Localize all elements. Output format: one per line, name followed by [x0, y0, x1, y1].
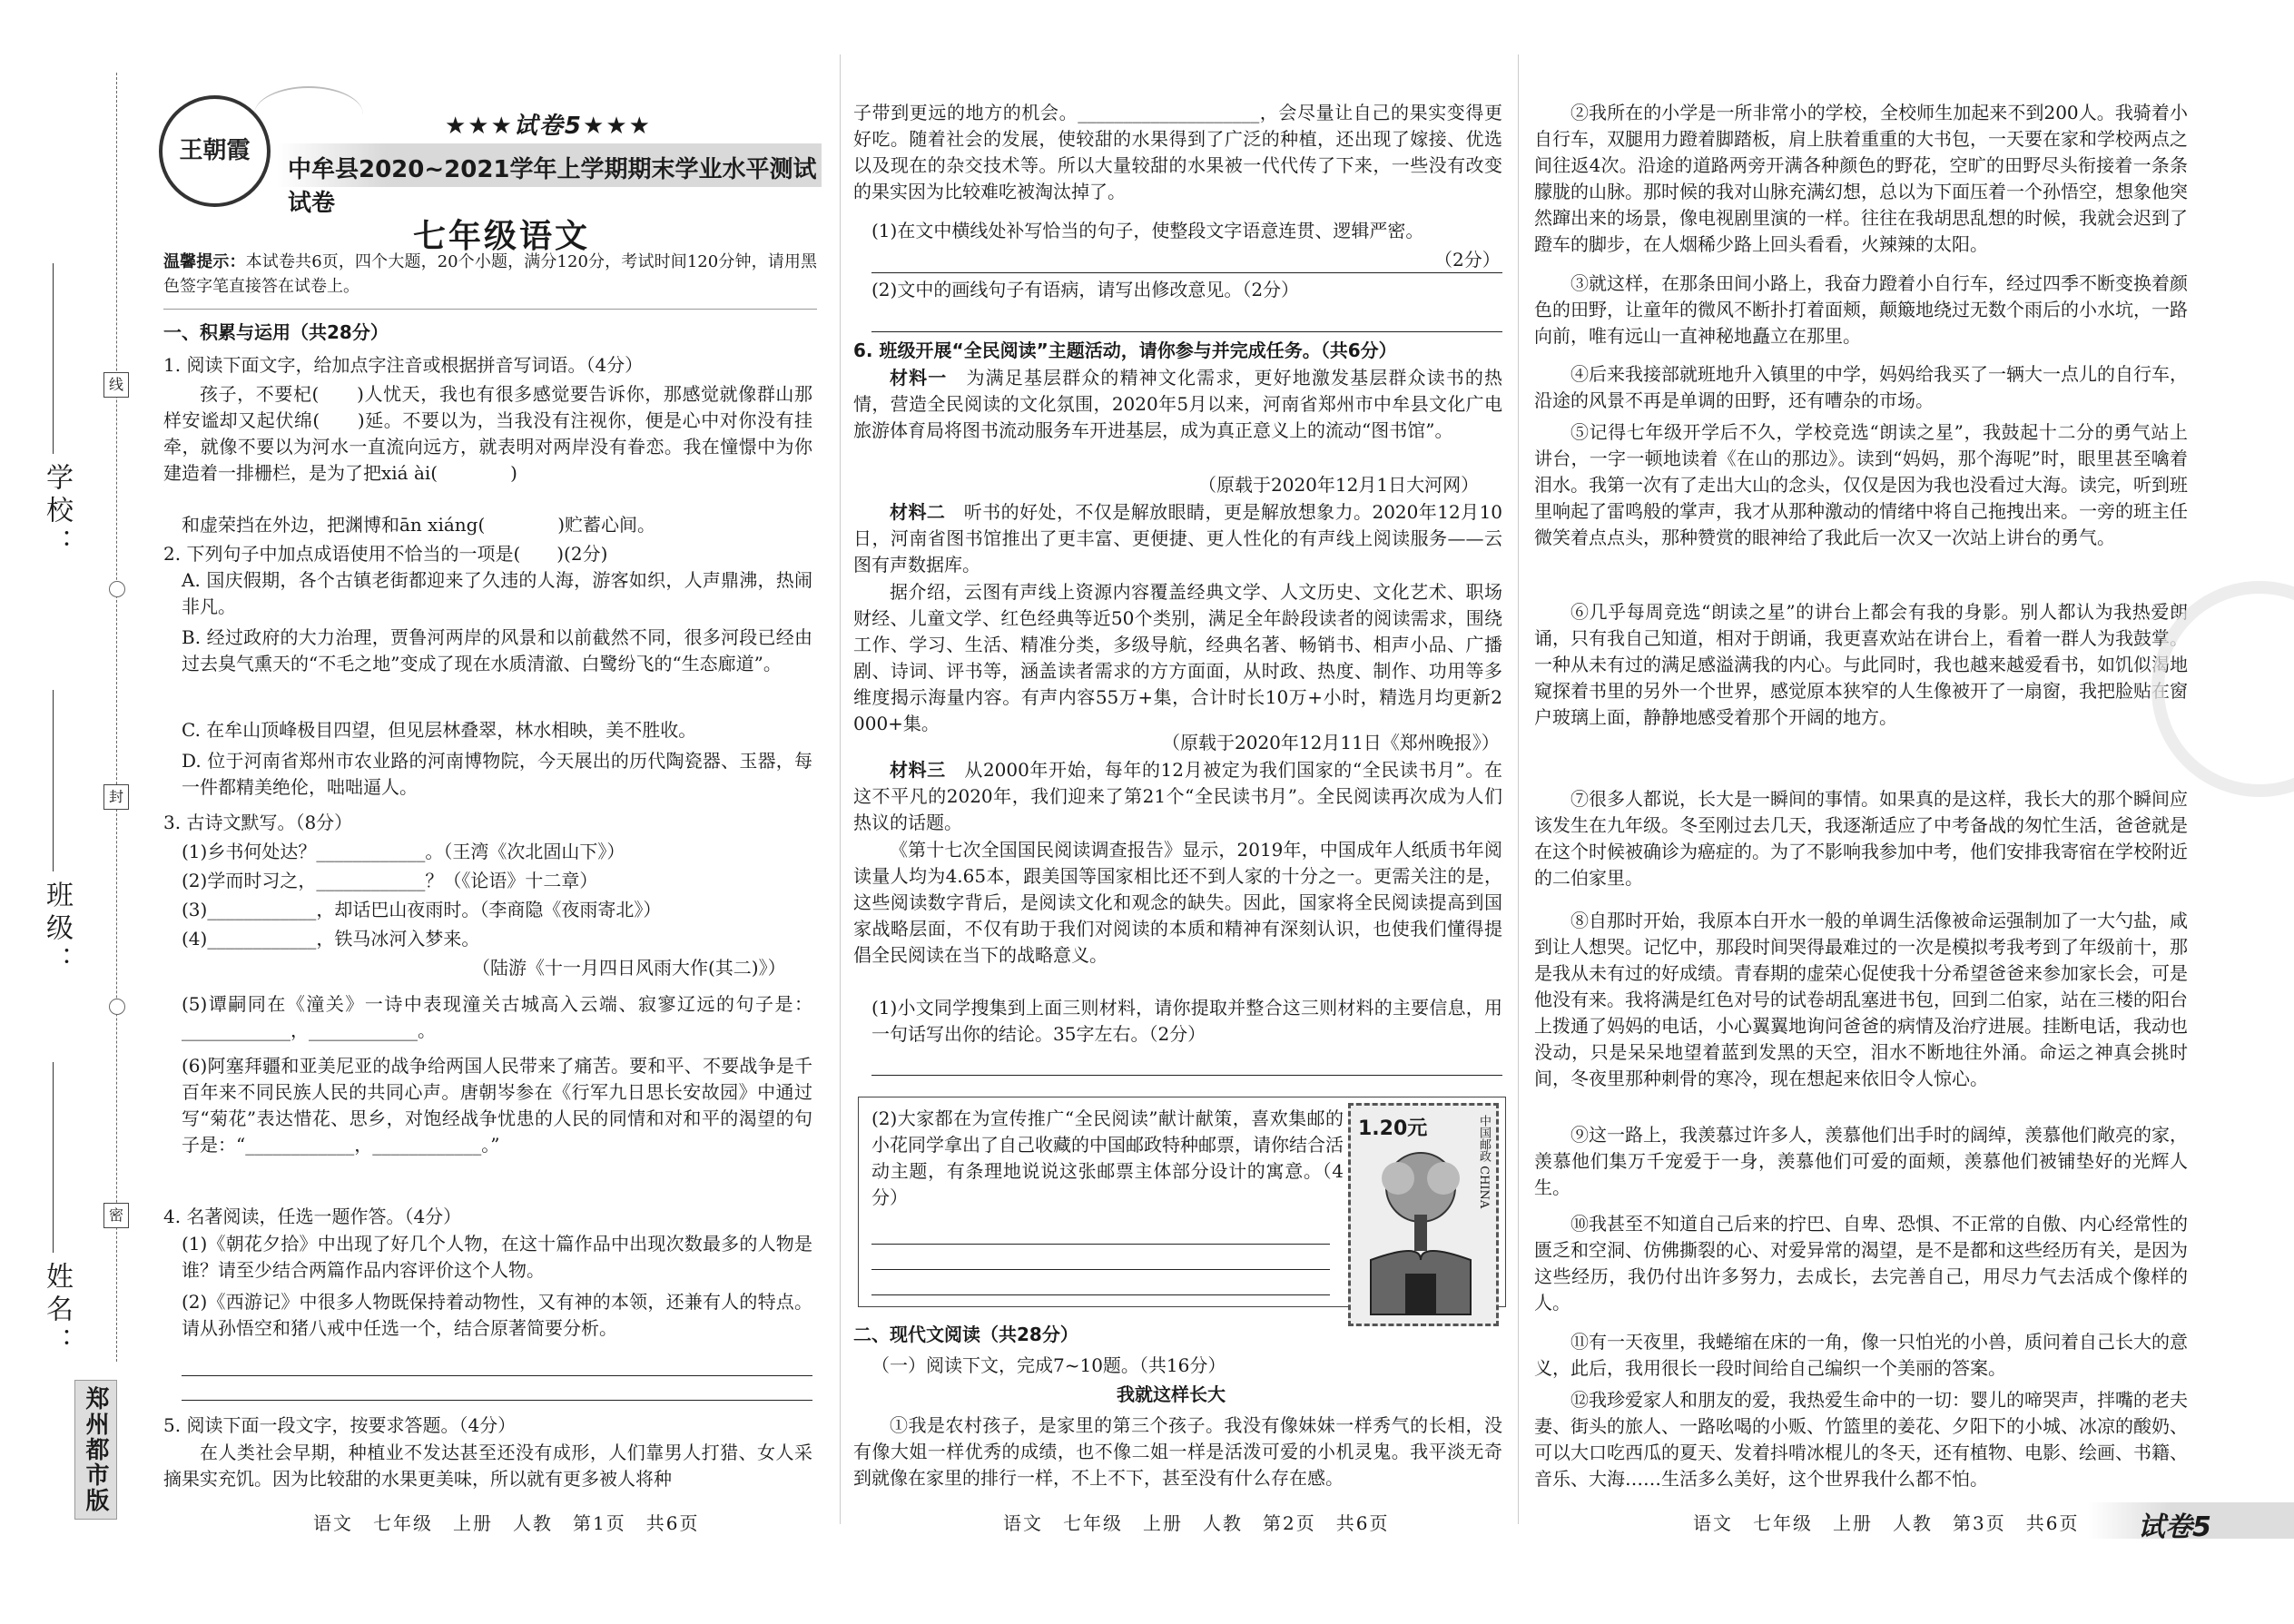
essay-para-2: ②我所在的小学是一所非常小的学校，全校师生加起来不到200人。我骑着小自行车，双腿用力蹬着脚踏板，肩上肤着重重的大书包，一天要在家和学校两点之间往返4次。沿途的道路两旁开满各种颜色的野花，空旷的田野尽头衔接着一条条朦胧的山脉。那时候的我对山脉充满幻想，总以为下面压着一个孙悟空，想象他突然蹿出来的场景，像电视剧里演的一样。往往在我胡思乱想的时候，我就会迟到了蹬车的脚步，在人烟稀少路上回头看看，火辣辣的太阳。: [1534, 102, 2188, 255]
q6-subq-1: (1)小文同学搜集到上面三则材料，请你提取并整合这三则材料的主要信息，用一句话写出你的结论。35字左右。（2分）: [871, 997, 1502, 1045]
brand-logo: 王朝霞: [159, 95, 271, 207]
q5-passage-cont: 子带到更远的地方的机会。____________________，会尽量让自己的果实变得更好吃。随着社会的发展，使较甜的水果得到了广泛的种植，还出现了嫁接、优选以及现在的杂交技术等。所以大量较甜的水果被一代代传了下来，一些没有改变的果实因为比较难吃被淘汰掉了。: [853, 102, 1502, 202]
q6-answer-line-3[interactable]: [871, 1269, 1330, 1270]
title-bar: [277, 143, 822, 217]
essay-para-8: ⑧自那时开始，我原本白开水一般的单调生活像被命运强制加了一大勺盐，咸到让人想哭。记忆中，那段时间哭得最难过的一次是模拟考我考到了年级前十，那是我从未有过的好成绩。青春期的虚荣心促使我十分希望爸爸来参加家长会，可是他没有来。我将满是红色对号的试卷胡乱塞进书包，回到二伯家，站在三楼的阳台上拨通了妈妈的电话，小心翼翼地询问爸爸的病情及治疗进展。挂断电话，我动也没动，只是呆呆地望着蓝到发黑的天空，泪水不断地往外涌。命运之神真会挑时间，冬夜里那种刺骨的寒冷，现在想起来依旧令人惊心。: [1534, 910, 2188, 1089]
q6-material-3b: 《第十七次全国国民阅读调查报告》显示，2019年，中国成年人纸质书年阅读量人均为4.65本，跟美国等国家相比还不到人家的十分之一。更需关注的是，这些阅读数字背后，是阅读文化和观念的缺失。因此，国家将全民阅读提高到国家战略层面，不仅有助于我们对阅读的本质和精神有深刻认识，也使我们懂得提倡全民阅读在当下的战略意义。: [853, 839, 1502, 966]
q5-subq-1: (1)在文中横线处补写恰当的句子，使整段文字语意连贯、逻辑严密。: [871, 220, 1424, 241]
stamp-country: 中国邮政 CHINA: [1477, 1115, 1491, 1209]
stamp-tree-book-illustration: [1362, 1147, 1480, 1319]
column-divider-2: [1518, 54, 1519, 1524]
q1-title: 1. 阅读下面文字，给加点字注音或根据拼音写词语。（4分）: [163, 354, 644, 376]
q6-material-1: 材料一 为满足基层群众的精神文化需求，更好地激发基层群众读书的热情，营造全民阅读的文化氛围，2020年5月以来，河南省郑州市中牟县文化广电旅游体育局将图书流动服务车开进基层，成为真正意义上的流动“图书馆”。: [853, 367, 1503, 441]
q6-material-2-source: （原载于2020年12月11日《郑州晚报》）: [1162, 732, 1500, 753]
q2-option-a: A. 国庆假期，各个古镇老街都迎来了久违的人海，游客如织，人声鼎沸，热闹非凡。: [182, 569, 812, 617]
header-divider: [163, 309, 817, 310]
q6-answer-line-2[interactable]: [871, 1244, 1330, 1245]
q3-item-4: (4)____________，铁马冰河入梦来。: [182, 928, 480, 950]
section1-title: 一、积累与运用（共28分）: [163, 321, 389, 343]
q5-title: 5. 阅读下面一段文字，按要求答题。（4分）: [163, 1414, 517, 1436]
q3-title: 3. 古诗文默写。（8分）: [163, 812, 353, 833]
class-label: 班级：: [41, 881, 73, 979]
column-divider-1: [840, 54, 841, 1524]
footer-paper-tag: 试卷5: [2138, 1511, 2211, 1543]
seal-mark-seal: 封: [103, 784, 129, 810]
q6-answer-line-1[interactable]: [871, 1075, 1502, 1076]
footer-page-1: 语文 七年级 上册 人教 第1页 共6页: [313, 1512, 700, 1534]
essay-para-12: ⑫我珍爱家人和朋友的爱，我热爱生命中的一切：婴儿的啼哭声，拌嘴的老夫妻、街头的旅人、一路吆喝的小贩、竹篮里的姜花、夕阳下的小城、冰凉的酸奶、可以大口吃西瓜的夏天、发着抖啃冰棍儿的冬天，还有植物、电影、绘画、书籍、音乐、大海……生活多么美好，这个世界我什么都不怕。: [1534, 1389, 2188, 1490]
essay-para-4: ④后来我接部就班地升入镇里的中学，妈妈给我买了一辆大一点儿的自行车，沿途的风景不再是单调的田野，还有嘈杂的市场。: [1534, 363, 2188, 411]
part1-instruction: （一）阅读下文，完成7~10题。（共16分）: [871, 1354, 1226, 1376]
essay-title: 我就这样长大: [1117, 1383, 1226, 1405]
class-line: [53, 690, 54, 871]
seal-mark-secret: 密: [103, 1203, 129, 1228]
q6-answer-line-4[interactable]: [871, 1294, 1330, 1295]
name-line: [53, 1062, 54, 1253]
q3-item-1: (1)乡书何处达？____________。（王湾《次北固山下》）: [182, 841, 625, 862]
q5-subq-2: (2)文中的画线句子有语病，请写出修改意见。（2分）: [871, 279, 1300, 300]
section2-title: 二、现代文阅读（共28分）: [853, 1324, 1078, 1345]
q5-passage-start: 在人类社会早期，种植业不发达甚至还没有成形，人们靠男人打猎、女人采摘果实充饥。因为比较甜的水果更美味，所以就有更多被人将种: [163, 1442, 812, 1490]
subject-title: 七年级语文: [413, 218, 591, 255]
q2-option-c: C. 在牟山顶峰极目四望，但见层林叠翠，林水相映，美不胜收。: [182, 719, 697, 741]
logo-swirl-decoration: [254, 86, 363, 143]
binding-strip: [0, 0, 154, 1624]
q2-option-d: D. 位于河南省郑州市农业路的河南博物院，今天展出的历代陶瓷器、玉器，每一件都精美绝伦，咄咄逼人。: [182, 750, 812, 798]
school-label: 学校：: [41, 463, 73, 561]
q4-answer-line-2[interactable]: [182, 1400, 812, 1401]
q2-title: 2. 下列句子中加点成语使用不恰当的一项是( )(2分): [163, 543, 608, 565]
hole-1: [109, 581, 125, 597]
q2-option-b: B. 经过政府的大力治理，贾鲁河两岸的风景和以前截然不同，很多河段已经由过去臭气熏天的“不毛之地”变成了现在水质清澈、白鹭纷飞的“生态廊道”。: [182, 626, 812, 674]
q6-material-2a: 材料二 听书的好处，不仅是解放眼睛，更是解放想象力。2020年12月10日，河南省图书馆推出了更丰富、更便捷、更人性化的有声线上阅读服务——云图有声数据库。: [853, 501, 1503, 576]
seal-dashed-line: [116, 73, 117, 1362]
essay-para-7: ⑦很多人都说，长大是一瞬间的事情。如果真的是这样，我长大的那个瞬间应该发生在九年级。冬至刚过去几天，我逐渐适应了中考备战的匆忙生活，爸爸就是在这个时候被确诊为癌症的。为了不影响我参加中考，他们安排我寄宿在学校附近的二伯家里。: [1534, 788, 2188, 889]
q4-option-1: (1)《朝花夕拾》中出现了好几个人物，在这十篇作品中出现次数最多的人物是谁？请至少结合两篇作品内容评价这个人物。: [182, 1233, 812, 1281]
q6-material-3a: 材料三 从2000年开始，每年的12月被定为我们国家的“全民读书月”。在这不平凡的2020年，我们迎来了第21个“全民读书月”。全民阅读再次成为人们热议的话题。: [853, 759, 1503, 833]
essay-para-3: ③就这样，在那条田间小路上，我奋力蹬着小自行车，经过四季不断变换着颜色的田野，让童年的微风不断扑打着面颊，颠簸地绕过无数个雨后的小水坑，一路向前，唯有远山一直神秘地矗立在那里。: [1534, 272, 2188, 347]
school-line: [53, 263, 54, 454]
paper-banner: ★★★试卷5★★★: [445, 113, 652, 140]
exam-notice: 温馨提示：本试卷共6页，四个大题，20个小题，满分120分，考试时间120分钟，请用黑色签字笔直接答在试卷上。: [163, 252, 817, 296]
q5-answer-line-1[interactable]: [871, 272, 1502, 273]
q6-title: 6. 班级开展“全民阅读”主题活动，请你参与并完成任务。（共6分）: [853, 340, 1397, 361]
q3-item-2: (2)学而时习之，____________？（《论语》十二章）: [182, 870, 598, 891]
postage-stamp: [1348, 1103, 1499, 1326]
hole-2: [109, 999, 125, 1015]
q6-material-1-source: （原载于2020年12月1日大河网）: [1198, 474, 1480, 496]
edition-label: 郑州都市版: [74, 1380, 117, 1520]
stamp-value: 1.20元: [1358, 1117, 1428, 1140]
q1-passage-end: 和虚荣挡在外边，把渊博和ān xiáng( )贮蓄心间。: [182, 514, 656, 536]
essay-para-10: ⑩我甚至不知道自己后来的拧巴、自卑、恐惧、不正常的自傲、内心经常性的匮乏和空洞、仿佛撕裂的心、对爱异常的渴望，是不是都和这些经历有关，是因为这些经历，我仍付出许多努力，去成长，去完善自己，用尽力气去活成个像样的人。: [1534, 1213, 2188, 1314]
q3-item-4-source: （陆游《十一月四日风雨大作(其二)》）: [472, 957, 786, 979]
essay-para-6: ⑥几乎每周竞选“朗读之星”的讲台上都会有我的身影。别人都认为我热爱朗诵，只有我自己知道，相对于朗诵，我更喜欢站在讲台上，看着一群人为我鼓掌。一种从未有过的满足感溢满我的内心。与此同时，我也越来越爱看书，如饥似渴地窥探着书里的另外一个世界，感觉原本狭窄的人生像被开了一扇窗，我把脸贴在窗户玻璃上面，静静地感受着那个开阔的地方。: [1534, 601, 2188, 728]
q3-item-3: (3)____________，却话巴山夜雨时。（李商隐《夜雨寄北》）: [182, 899, 662, 920]
exam-title: 中牟县2020~2021学年上学期期末学业水平测试试卷: [288, 156, 817, 217]
q6-subq-2: (2)大家都在为宣传推广“全民阅读”献计献策，喜欢集邮的小花同学拿出了自己收藏的中国邮政特种邮票，请你结合活动主题，有条理地说说这张邮票主体部分设计的寓意。（4分）: [871, 1107, 1344, 1208]
q5-answer-line-2[interactable]: [871, 331, 1502, 332]
footer-page-2: 语文 七年级 上册 人教 第2页 共6页: [1003, 1512, 1390, 1534]
essay-para-5: ⑤记得七年级开学后不久，学校竞选“朗读之星”，我鼓起十二分的勇气站上讲台，一字一顿地读着《在山的那边》。读到“妈妈，那个海呢”时，眼里甚至噙着泪水。我第一次有了走出大山的念头，仅仅是因为我也没看过大海。读完，听到班里响起了雷鸣般的掌声，我才从那种激动的情绪中将自己拖拽出来。一旁的班主任微笑着点点头，那种赞赏的眼神给了我此后一次又一次站上讲台的勇气。: [1534, 421, 2188, 548]
name-label: 姓名：: [41, 1262, 73, 1360]
q3-item-6: (6)阿塞拜疆和亚美尼亚的战争给两国人民带来了痛苦。要和平、不要战争是千百年来不同民族人民的共同心声。唐朝岑参在《行军九日思长安故园》中通过写“菊花”表达惜花、思乡，对饱经战争忧患的人民的同情和对和平的渴望的句子是：“____________，____________。”: [182, 1055, 812, 1156]
q6-material-2b: 据介绍，云图有声线上资源内容覆盖经典文学、人文历史、文化艺术、职场财经、儿童文学、红色经典等近50个类别，满足全年龄段读者的阅读需求，围绕工作、学习、生活、精准分类，多级导航，经典名著、畅销书、相声小品、广播剧、诗词、评书等，涵盖读者需求的方方面面，从时政、热度、制作、功用等多维度揭示海量内容。有声内容55万+集，合计时长10万+小时，精选月均更新2 000+集。: [853, 581, 1502, 734]
q4-title: 4. 名著阅读，任选一题作答。（4分）: [163, 1206, 462, 1227]
footer-page-3: 语文 七年级 上册 人教 第3页 共6页: [1693, 1512, 2080, 1534]
essay-para-11: ⑪有一天夜里，我蜷缩在床的一角，像一只怕光的小兽，质问着自己长大的意义，此后，我用很长一段时间给自己编织一个美丽的答案。: [1534, 1331, 2188, 1379]
q1-passage: 孩子，不要杞( )人忧天，我也有很多感觉要告诉你，那感觉就像群山那样安谧却又起伏绵( )延。不要以为，当我没有注视你，便是心中对你没有挂牵，就像不要以为河水一直流向远方，就表明对两岸没有眷恋。我在憧憬中为你建造着一排栅栏，是为了把xiá ài( ): [163, 383, 812, 484]
q4-option-2: (2)《西游记》中很多人物既保持着动物性，又有神的本领，还兼有人的特点。请从孙悟空和猪八戒中任选一个，结合原著简要分析。: [182, 1291, 812, 1339]
essay-para-1: ①我是农村孩子，是家里的第三个孩子。我没有像妹妹一样秀气的长相，没有像大姐一样优秀的成绩，也不像二姐一样是活泼可爱的小机灵鬼。我平淡无奇到就像在家里的排行一样，不上不下，甚至没有什么存在感。: [853, 1414, 1502, 1489]
seal-mark-line: 线: [103, 372, 129, 398]
q5-subq-1-score: （2分）: [1434, 249, 1501, 271]
q4-answer-line-1[interactable]: [182, 1375, 812, 1376]
essay-para-9: ⑨这一路上，我羡慕过许多人，羡慕他们出手时的阔绰，羡慕他们敞亮的家，羡慕他们集万千宠爱于一身，羡慕他们可爱的面颊，羡慕他们被铺垫好的光辉人生。: [1534, 1124, 2188, 1198]
q3-item-5: (5)谭嗣同在《潼关》一诗中表现潼关古城高入云端、寂寥辽远的句子是：____________，____________。: [182, 993, 812, 1041]
